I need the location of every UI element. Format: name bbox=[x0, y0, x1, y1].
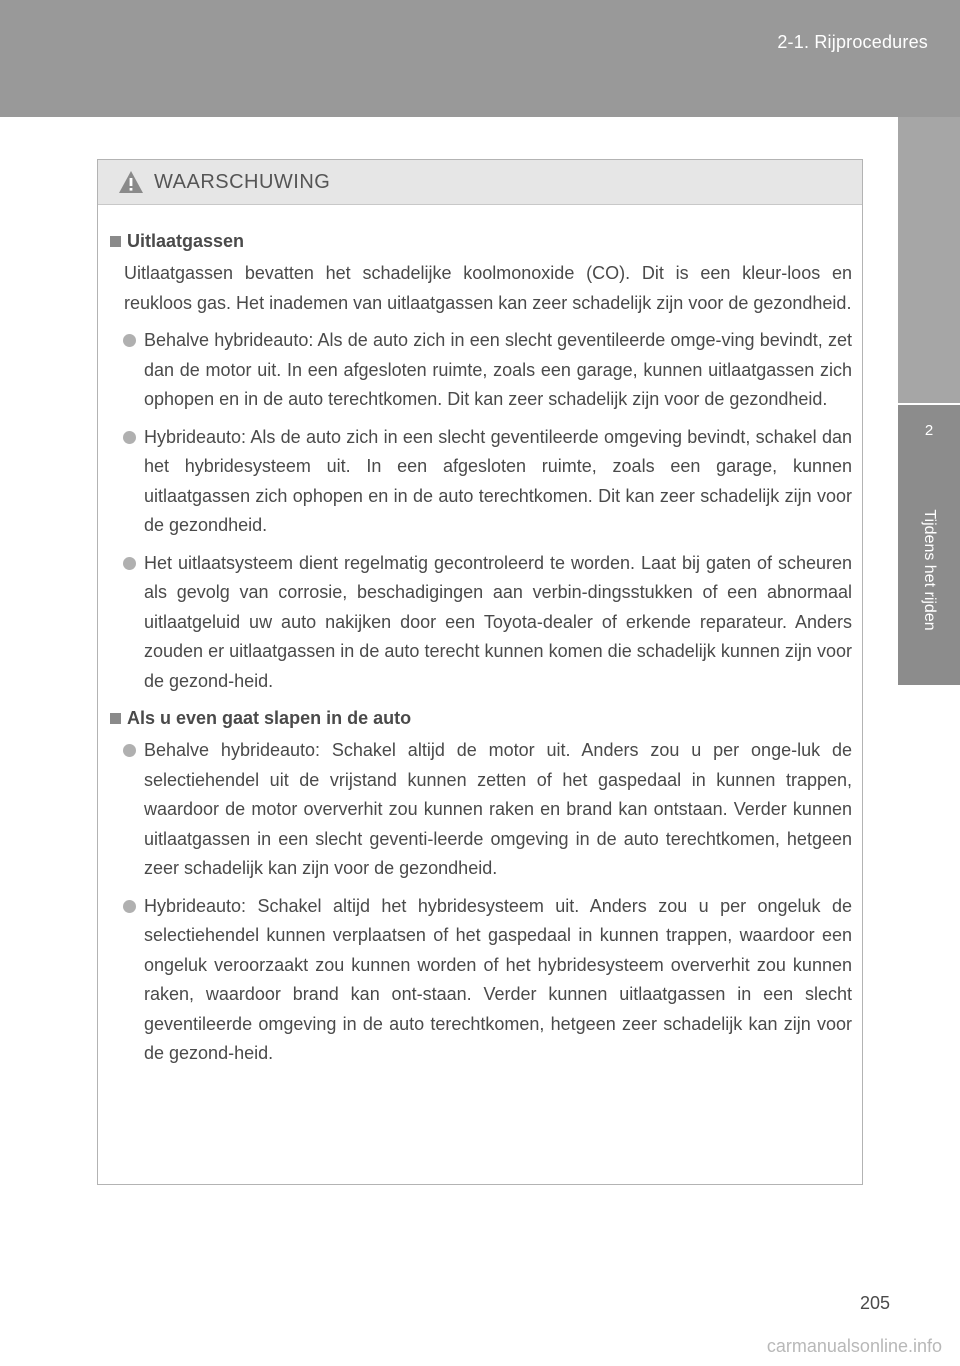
warning-triangle-icon bbox=[118, 170, 144, 194]
round-bullet-icon bbox=[123, 334, 136, 347]
warning-title: WAARSCHUWING bbox=[154, 170, 331, 193]
section-heading-text: Als u even gaat slapen in de auto bbox=[127, 708, 412, 728]
round-bullet-icon bbox=[123, 900, 136, 913]
list-item bbox=[144, 736, 852, 884]
list-item bbox=[144, 892, 852, 1069]
list-item bbox=[144, 549, 852, 697]
square-bullet-icon bbox=[110, 236, 121, 247]
section-paragraph: Uitlaatgassen bevatten het schadelijke koolmonoxide (CO). Dit is een kleur-loos en reukloos gas. Het inademen van uitlaatgassen kan zeer schadelijk zijn voor de gezondheid. bbox=[124, 263, 852, 313]
watermark: carmanualsonline.info bbox=[766, 1336, 942, 1356]
header-band bbox=[0, 0, 960, 117]
warning-body bbox=[98, 205, 862, 1069]
square-bullet-icon bbox=[110, 713, 121, 724]
chapter-title: Tijdens het rijden bbox=[921, 509, 938, 631]
list-item-text: Behalve hybrideauto: Als de auto zich in een slecht geventileerde omge-ving bevindt, zet dan de motor uit. In een afgesloten ruimte, zoals een garage, kunnen uitlaatgassen zich ophopen en in de auto terechtkomen. Dit kan zeer schadelijk zijn voor de gezondheid. bbox=[144, 330, 852, 409]
list-item bbox=[144, 423, 852, 541]
side-tab-upper bbox=[898, 117, 960, 403]
warning-header bbox=[98, 160, 862, 205]
chapter-number: 2 bbox=[924, 422, 934, 439]
section-title: 2-1. Rijprocedures bbox=[777, 32, 928, 52]
list-item-text: Hybrideauto: Schakel altijd het hybridesysteem uit. Anders zou u per ongeluk de selectiehendel kunnen verplaatsen of het gaspedaal in kunnen trappen, waardoor een ongeluk veroorzaakt zou kunnen worden of het hybridesysteem oververhit zou kunnen raken, waardoor brand kan ont-staan. Verder kunnen uitlaatgassen in een slecht geventileerde omgeving in de auto terechtkomen, hetgeen zeer schadelijk kan zijn voor de gezond-heid. bbox=[144, 895, 852, 1063]
section-heading-text: Uitlaatgassen bbox=[127, 231, 245, 251]
page-number: 205 bbox=[859, 1293, 890, 1313]
list-item bbox=[144, 326, 852, 415]
list-item-text: Het uitlaatsysteem dient regelmatig gecontroleerd te worden. Laat bij gaten of scheuren als gevolg van corrosie, beschadigingen aan verbin-dingsstukken of een abnormaal uitlaatgeluid uw auto nakijken door een Toyota-dealer of erkende reparateur. Anders zouden er uitlaatgassen in de auto terecht kunnen komen die schadelijk kunnen zijn voor de gezond-heid. bbox=[144, 552, 852, 691]
section-heading bbox=[110, 704, 852, 732]
list-item-text: Behalve hybrideauto: Schakel altijd de motor uit. Anders zou u per onge-luk de selectiehendel uit de vrijstand kunnen zetten of het gaspedaal in kunnen trappen, waardoor de motor oververhit zou kunnen raken en brand kan ontstaan. Verder kunnen uitlaatgassen in een slecht geventi-leerde omgeving in de auto terechtkomen, hetgeen zeer schadelijk kan zijn voor de gezondheid. bbox=[144, 740, 852, 878]
round-bullet-icon bbox=[123, 431, 136, 444]
round-bullet-icon bbox=[123, 557, 136, 570]
section-heading bbox=[110, 227, 852, 255]
round-bullet-icon bbox=[123, 744, 136, 757]
list-item-text: Hybrideauto: Als de auto zich in een slecht geventileerde omgeving bevindt, schakel dan het hybridesysteem uit. In een afgesloten ruimte, zoals een garage, kunnen uitlaatgassen zich ophopen en in de auto terechtkomen. Dit kan zeer schadelijk zijn voor de gezondheid. bbox=[144, 426, 852, 535]
warning-box bbox=[97, 159, 863, 1185]
